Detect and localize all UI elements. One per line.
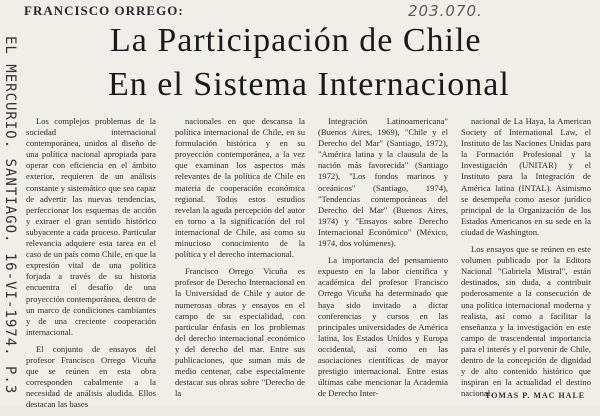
paragraph: nacionales en que descansa la política internacional de Chile, en su formulación histórica y en su proyección contemporánea, a la vez que examinan los aspectos más relevantes de la política de Chile en materia de cooperación económica regional. Todos estos estudios revelan la aguda percepción del autor en torno a la significación del rol internacional de Chile, así como su minucioso conocimiento de la política y el derecho internacional. bbox=[175, 116, 305, 260]
article-column-2 bbox=[175, 116, 305, 405]
handwritten-archive-number: 203.070. bbox=[408, 2, 483, 20]
article-column-3 bbox=[318, 116, 448, 405]
headline-line-1: La Participación de Chile bbox=[110, 22, 482, 59]
side-source-text: EL MERCURIO. SANTIAGO. 16-VI-1974. P.3 bbox=[2, 36, 18, 395]
article-column-1 bbox=[26, 116, 156, 416]
paragraph: Francisco Orrego Vicuña es profesor de Derecho Internacional en la Universidad de Chile y autor de numerosas obras y ensayos en el campo de su especialidad, con particular énfasis en los problemas del derecho internacional económico y del derecho del mar. Entre sus publicaciones, que suman más de medio centenar, cabe especialmente destacar sus obras sobre "Derecho de la bbox=[175, 266, 305, 399]
paragraph: Integración Latinoamericana" (Buenos Aires, 1969), "Chile y el Derecho del Mar" (Santiago, 1972), "América latina y la clausula de la nación más favorecida" (Santiago 1972), "Los fondos marinos y oceánicos" (Santiago, 1974), "Tendencias contemporáneas del Derecho del Mar" (Buenos Aires, 1974) y "Ensayos sobre Derecho Internacional Económico" (México, 1974, dos volúmenes). bbox=[318, 116, 448, 249]
paragraph: Los ensayos que se reúnen en este volumen publicado por la Editora Nacional "Gabriela Mistral", están destinados, sin duda, a contribuir poderosamente a la consecución de una política internacional moderna y realista, así como a facilitar la enseñanza y la investigación en este campo de trascendental importancia para el interés y el porvenir de Chile, dentro de la concepción de dignidad y de alto contenido histórico que inspiran en la actualidad el destino nacional. bbox=[461, 244, 591, 399]
article-column-4 bbox=[461, 116, 591, 405]
author-header: FRANCISCO ORREGO: bbox=[24, 3, 184, 18]
side-source-note bbox=[0, 36, 22, 396]
paragraph: La importancia del pensamiento expuesto en la labor científica y académica del profesor Francisco Orrego Vicuña ha determinado que haya sido invitado a dictar conferencias y cursos en las principales universidades de América latina, los Estados Unidos y Europa occidental, así como en las asociaciones científicas de mayor prestigio internacional. Entre estas últimas cabe mencionar la Academia de Derecho Inter- bbox=[318, 255, 448, 399]
paragraph: El conjunto de ensayos del profesor Francisco Orrego Vicuña que se reúnen en esta obra corresponden cabalmente a la necesidad de análisis aludida. Ellos destacan las bases bbox=[26, 343, 156, 410]
paragraph: Los complejos problemas de la sociedad internacional contemporánea, unidos al diseño de una política nacional apropiada para operar con eficiencia en el ámbito exterior, requieren de un análisis constante y sistemático que sea capaz de advertir las nuevas tendencias, perfeccionar los esquemas de acción y extraer el gran sentido histórico subyacente a cada proceso. Particular relevancia adquiere esta tarea en el caso de un país como Chile, en que la expresión vital de una política forjada a través de su historia encuentra el desafío de una proyección contemporánea, dentro de un marco de condiciones cambiantes y de una creciente cooperación internacional. bbox=[26, 116, 156, 337]
paragraph: nacional de La Haya, la American Society of International Law, el Instituto de las Naciones Unidas para la Formación Profesional y la Investigación (UNITAR) y el Instituto para la Integración de América latina (INTAL). Asimismo se desempeña como asesor jurídico principal de la Organización de los Estados Americanos en su sede en la ciudad de Washington. bbox=[461, 116, 591, 237]
headline-line-2: En el Sistema Internacional bbox=[108, 66, 510, 103]
author-signature: TOMAS P. MAC HALE bbox=[485, 391, 586, 400]
